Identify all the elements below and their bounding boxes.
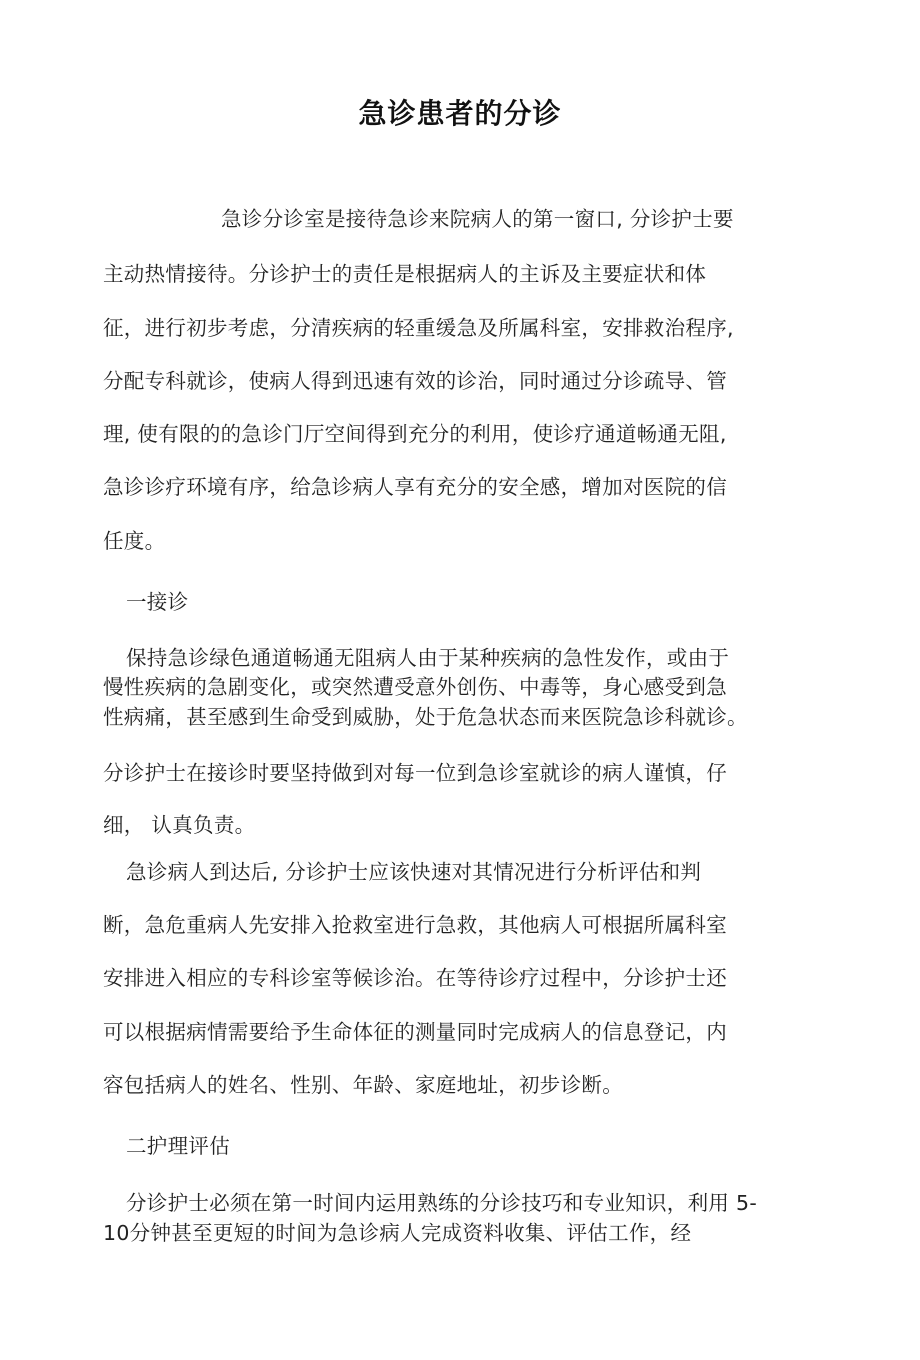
paragraph-line: 理, 使有限的的急诊门厅空间得到充分的利用，使诊疗通道畅通无阻, bbox=[103, 422, 727, 446]
paragraph-line: 征，进行初步考虑，分清疾病的轻重缓急及所属科室，安排救治程序, bbox=[103, 316, 734, 340]
paragraph-line: 任度。 bbox=[103, 529, 166, 553]
paragraph-line: 保持急诊绿色通道畅通无阻病人由于某种疾病的急性发作，或由于 bbox=[126, 646, 730, 670]
section-heading: 一接诊 bbox=[126, 590, 189, 614]
section-heading: 二护理评估 bbox=[126, 1134, 230, 1158]
paragraph-line: 慢性疾病的急剧变化，或突然遭受意外创伤、中毒等，身心感受到急 bbox=[103, 675, 727, 699]
paragraph-line: 急诊诊疗环境有序，给急诊病人享有充分的安全感，增加对医院的信 bbox=[103, 475, 727, 499]
paragraph-line: 性病痛，甚至感到生命受到威胁，处于危急状态而来医院急诊科就诊。 bbox=[103, 705, 748, 729]
paragraph-line: 可以根据病情需要给予生命体征的测量同时完成病人的信息登记，内 bbox=[103, 1020, 727, 1044]
paragraph-line: 急诊病人到达后, 分诊护士应该快速对其情况进行分析评估和判 bbox=[126, 860, 702, 884]
paragraph-line: 断，急危重病人先安排入抢救室进行急救，其他病人可根据所属科室 bbox=[103, 913, 727, 937]
paragraph-line: 10分钟甚至更短的时间为急诊病人完成资料收集、评估工作，经 bbox=[103, 1221, 692, 1245]
paragraph-line: 分诊护士必须在第一时间内运用熟练的分诊技巧和专业知识，利用 5- bbox=[126, 1191, 758, 1215]
paragraph-line: 细， 认真负责。 bbox=[103, 813, 256, 837]
paragraph-line: 急诊分诊室是接待急诊来院病人的第一窗口, 分诊护士要 bbox=[221, 207, 734, 231]
document-title: 急诊患者的分诊 bbox=[358, 97, 562, 130]
paragraph-line: 容包括病人的姓名、性别、年龄、家庭地址，初步诊断。 bbox=[103, 1073, 623, 1097]
paragraph-line: 分诊护士在接诊时要坚持做到对每一位到急诊室就诊的病人谨慎，仔 bbox=[103, 761, 727, 785]
paragraph-line: 主动热情接待。分诊护士的责任是根据病人的主诉及主要症状和体 bbox=[103, 262, 707, 286]
paragraph-line: 分配专科就诊，使病人得到迅速有效的诊治，同时通过分诊疏导、管 bbox=[103, 369, 727, 393]
paragraph-line: 安排进入相应的专科诊室等候诊治。在等待诊疗过程中，分诊护士还 bbox=[103, 966, 727, 990]
